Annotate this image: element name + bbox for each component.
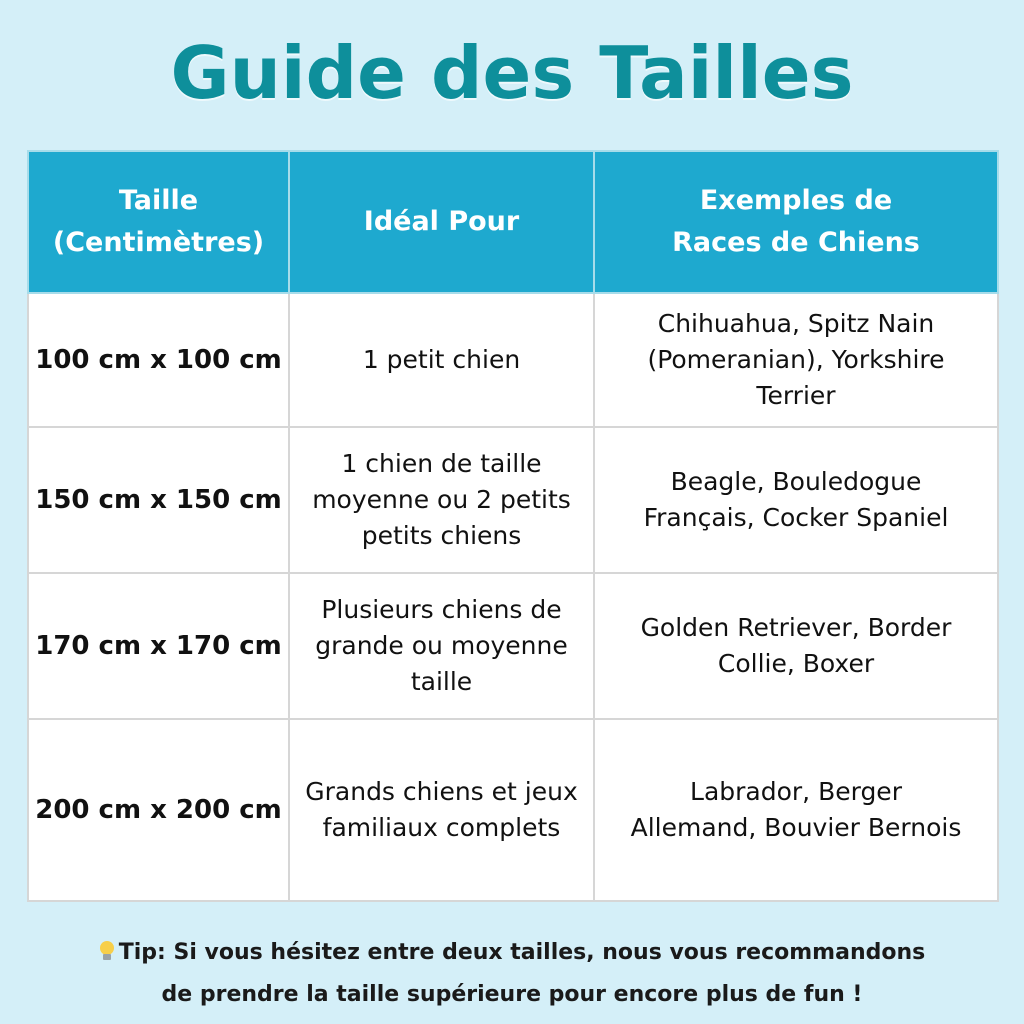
table-header-row — [28, 151, 998, 293]
ideal-line: 1 petit chien — [362, 345, 521, 374]
size-cell: 100 cm x 100 cm — [28, 293, 289, 427]
page-title: Guide des Tailles — [170, 31, 854, 115]
ideal-cell — [289, 427, 594, 573]
ideal-cell — [289, 293, 594, 427]
breeds-line: Golden Retriever, Border — [640, 613, 952, 642]
ideal-line: Grands chiens et jeux — [305, 777, 578, 806]
ideal-line: 1 chien de taille — [341, 449, 542, 478]
breeds-line: (Pomeranian), Yorkshire — [647, 345, 945, 374]
table-row — [28, 427, 998, 573]
breeds-line: Labrador, Berger — [690, 777, 902, 806]
ideal-cell — [289, 719, 594, 901]
header-size-line1: Taille — [118, 185, 199, 216]
ideal-cell — [289, 573, 594, 719]
size-cell: 170 cm x 170 cm — [28, 573, 289, 719]
ideal-line: taille — [410, 667, 473, 696]
breeds-line: Terrier — [756, 381, 836, 410]
size-cell: 150 cm x 150 cm — [28, 427, 289, 573]
breeds-line: Chihuahua, Spitz Nain — [657, 309, 935, 338]
breeds-cell — [594, 427, 998, 573]
tip-line2: de prendre la taille supérieure pour encore plus de fun ! — [161, 982, 863, 1007]
lightbulb-icon — [99, 941, 115, 961]
table-row — [28, 573, 998, 719]
header-ideal-line1: Idéal Pour — [363, 206, 520, 237]
breeds-cell — [594, 719, 998, 901]
header-breeds-line1: Exemples de — [699, 185, 893, 216]
ideal-line: grande ou moyenne — [315, 631, 568, 660]
breeds-line: Beagle, Bouledogue — [670, 467, 922, 496]
breeds-line: Français, Cocker Spaniel — [643, 503, 949, 532]
header-ideal-for — [289, 151, 594, 293]
ideal-line: petits chiens — [361, 521, 522, 550]
ideal-line: moyenne ou 2 petits — [312, 485, 571, 514]
tip-line1: Tip: Si vous hésitez entre deux tailles, nous vous recommandons — [118, 940, 926, 965]
breeds-line: Collie, Boxer — [717, 649, 875, 678]
tip-note — [40, 932, 984, 1016]
breeds-cell — [594, 293, 998, 427]
header-size — [28, 151, 289, 293]
header-size-line2: (Centimètres) — [52, 227, 265, 258]
size-guide-table — [27, 150, 999, 902]
breeds-cell — [594, 573, 998, 719]
breeds-line: Allemand, Bouvier Bernois — [630, 813, 962, 842]
table-row — [28, 293, 998, 427]
header-breed-examples — [594, 151, 998, 293]
table-row — [28, 719, 998, 901]
ideal-line: Plusieurs chiens de — [321, 595, 562, 624]
header-breeds-line2: Races de Chiens — [672, 227, 920, 258]
size-cell: 200 cm x 200 cm — [28, 719, 289, 901]
ideal-line: familiaux complets — [322, 813, 561, 842]
